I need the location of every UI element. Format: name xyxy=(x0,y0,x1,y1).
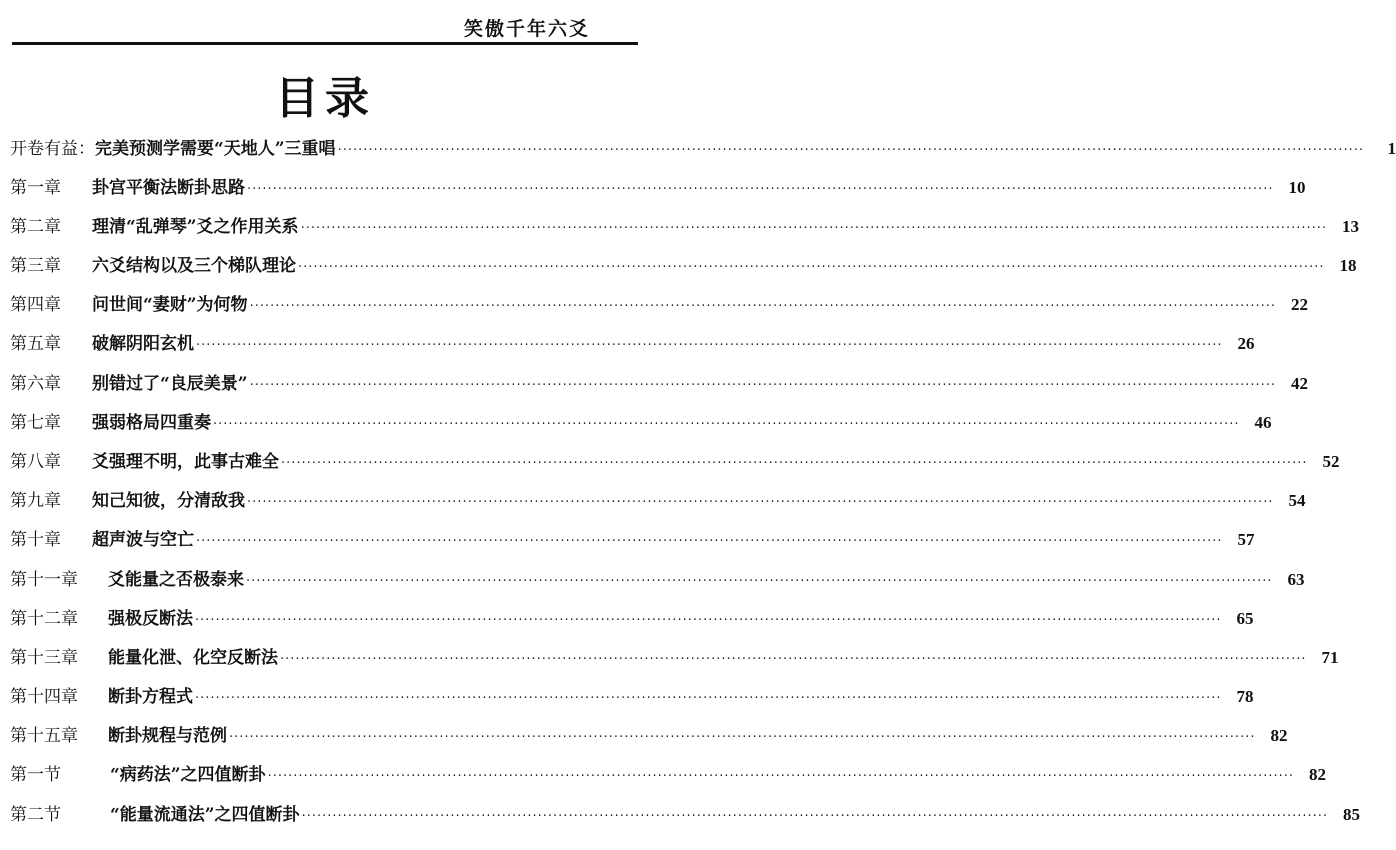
toc-entry xyxy=(10,527,1255,553)
toc-page-number: 18 xyxy=(1339,256,1357,275)
toc-dot-leader: ········································································································································································································ xyxy=(213,417,1240,432)
toc-dot-leader: ········································································································································································································ xyxy=(196,534,1223,549)
toc-dot-leader: ········································································································································································································ xyxy=(249,299,1277,314)
toc-entry xyxy=(10,292,1309,318)
toc-page-number: 85 xyxy=(1343,805,1361,824)
toc-entry-title: 断卦规程与范例 xyxy=(108,726,227,746)
toc-page-number: 52 xyxy=(1322,452,1340,471)
toc-page-number: 65 xyxy=(1236,609,1254,628)
toc-page-number: 10 xyxy=(1288,178,1306,197)
toc-entry-title: 知己知彼，分清敌我 xyxy=(92,491,245,511)
toc-dot-leader: ········································································································································································································ xyxy=(280,652,1307,667)
toc-entry xyxy=(10,723,1288,749)
toc-entry xyxy=(10,371,1309,397)
toc-entry xyxy=(10,488,1306,514)
toc-chapter-label: 第七章 xyxy=(10,413,61,433)
toc-chapter-label: 第六章 xyxy=(10,374,61,394)
toc-entry xyxy=(10,175,1306,201)
toc-entry-title: 断卦方程式 xyxy=(108,687,193,707)
toc-chapter-label: 第十一章 xyxy=(10,570,78,590)
toc-chapter-label: 第一章 xyxy=(10,178,61,198)
toc-page-number: 82 xyxy=(1309,765,1327,784)
toc-chapter-label: 第三章 xyxy=(10,256,61,276)
toc-entry xyxy=(10,253,1357,279)
toc-chapter-label: 第十三章 xyxy=(10,648,78,668)
toc-chapter-label: 开卷有益： xyxy=(10,139,95,159)
toc-entry xyxy=(10,684,1254,710)
toc-chapter-label: 第一节 xyxy=(10,765,61,785)
toc-page-number: 1 xyxy=(1387,139,1396,158)
toc-page-number: 46 xyxy=(1254,413,1272,432)
toc-dot-leader: ········································································································································································································ xyxy=(281,456,1308,471)
toc-chapter-label: 第九章 xyxy=(10,491,61,511)
toc-entry xyxy=(10,802,1361,828)
toc-chapter-label: 第四章 xyxy=(10,295,61,315)
page-title: 目录 xyxy=(275,73,375,124)
toc-dot-leader: ········································································································································································································ xyxy=(247,182,1274,197)
toc-page-number: 22 xyxy=(1291,295,1309,314)
toc-chapter-label: 第十二章 xyxy=(10,609,78,629)
toc-page-number: 71 xyxy=(1321,648,1339,667)
toc-entry-title: 强弱格局四重奏 xyxy=(92,413,211,433)
toc-entry-title: 强极反断法 xyxy=(108,609,193,629)
toc-entry xyxy=(10,762,1327,788)
toc-dot-leader: ········································································································································································································ xyxy=(247,495,1274,510)
toc-page-number: 57 xyxy=(1237,530,1255,549)
toc-dot-leader: ········································································································································································································ xyxy=(229,730,1256,745)
toc-entry-title: 完美预测学需要“天地人”三重唱 xyxy=(95,139,336,159)
toc-dot-leader: ········································································································································································································ xyxy=(298,260,1325,275)
toc-entry xyxy=(10,567,1305,593)
toc-dot-leader: ········································································································································································································ xyxy=(196,338,1223,353)
toc-entry-title: 别错过了“良辰美景” xyxy=(92,374,248,394)
toc-chapter-label: 第十四章 xyxy=(10,687,78,707)
toc-chapter-label: 第八章 xyxy=(10,452,61,472)
toc-entry-title: 破解阴阳玄机 xyxy=(92,334,194,354)
toc-entry-title: 爻强理不明，此事古难全 xyxy=(92,452,279,472)
toc-chapter-label: 第十五章 xyxy=(10,726,78,746)
toc-chapter-label: 第五章 xyxy=(10,334,61,354)
toc-entry-title: 问世间“妻财”为何物 xyxy=(92,295,248,315)
toc-dot-leader: ········································································································································································································ xyxy=(300,221,1328,236)
toc-chapter-label: 第二章 xyxy=(10,217,61,237)
toc-entry xyxy=(10,645,1339,671)
toc-entry-title: 六爻结构以及三个梯队理论 xyxy=(92,256,296,276)
toc-chapter-label: 第二节 xyxy=(10,805,61,825)
toc-page-number: 82 xyxy=(1270,726,1288,745)
toc-page-number: 78 xyxy=(1236,687,1254,706)
toc-entry-title: 卦宫平衡法断卦思路 xyxy=(92,178,245,198)
toc-dot-leader: ········································································································································································································ xyxy=(246,574,1273,589)
toc-entry xyxy=(10,136,1396,162)
toc-page-number: 63 xyxy=(1287,570,1305,589)
toc-entry-title: 超声波与空亡 xyxy=(92,530,194,550)
toc-chapter-label: 第十章 xyxy=(10,530,61,550)
toc-entry xyxy=(10,214,1360,240)
toc-entry xyxy=(10,606,1254,632)
toc-entry-title: 理清“乱弹琴”爻之作用关系 xyxy=(92,217,299,237)
toc-entry-title: “能量流通法”之四值断卦 xyxy=(110,805,300,825)
toc-dot-leader: ········································································································································································································ xyxy=(337,143,1365,158)
toc-entry-title: 爻能量之否极泰来 xyxy=(108,570,244,590)
toc-entry xyxy=(10,449,1340,475)
toc-page-number: 26 xyxy=(1237,334,1255,353)
toc-dot-leader: ········································································································································································································ xyxy=(301,809,1329,824)
toc-page-number: 13 xyxy=(1342,217,1360,236)
header-rule xyxy=(12,42,638,45)
toc-entry xyxy=(10,331,1255,357)
toc-page-number: 42 xyxy=(1291,374,1309,393)
toc-entry xyxy=(10,410,1272,436)
toc-dot-leader: ········································································································································································································ xyxy=(195,691,1222,706)
toc-entry-title: “病药法”之四值断卦 xyxy=(110,765,266,785)
running-header-title: 笑傲千年六爻 xyxy=(463,18,590,40)
toc-dot-leader: ········································································································································································································ xyxy=(249,378,1277,393)
toc-dot-leader: ········································································································································································································ xyxy=(267,769,1295,784)
toc-dot-leader: ········································································································································································································ xyxy=(195,613,1222,628)
toc-page-number: 54 xyxy=(1288,491,1306,510)
toc-entry-title: 能量化泄、化空反断法 xyxy=(108,648,278,668)
